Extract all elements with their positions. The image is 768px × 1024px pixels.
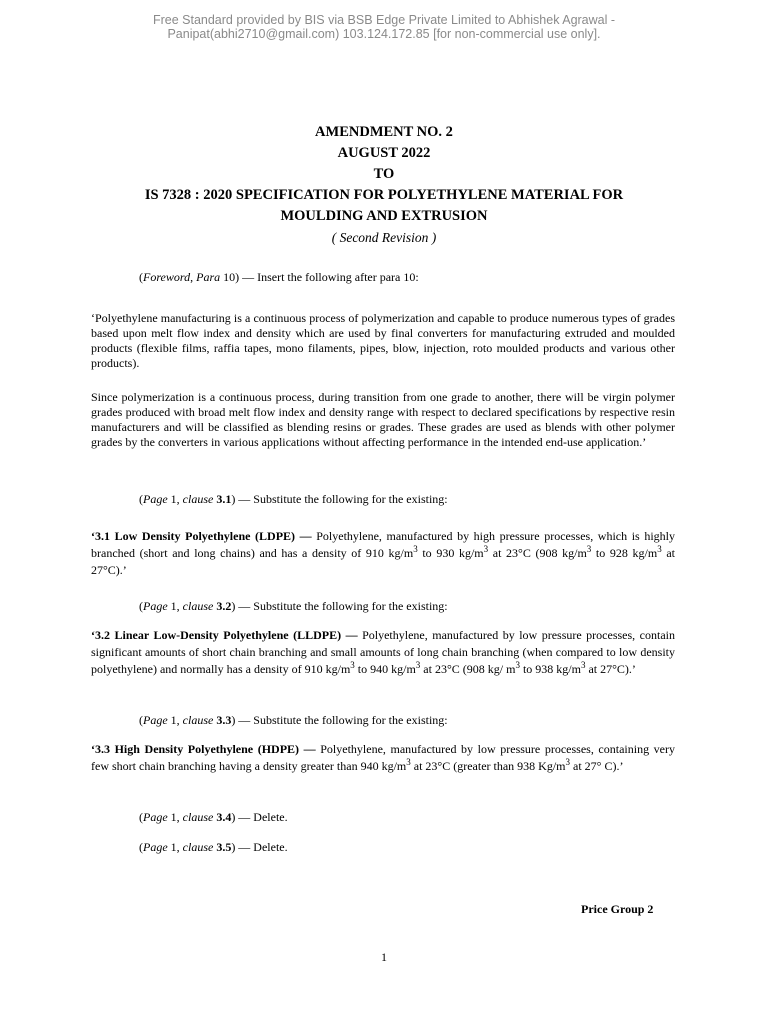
title-line-3: IS 7328 : 2020 SPECIFICATION FOR POLYETHYLENE MATERIAL FOR xyxy=(144,187,624,203)
instruction-clause-3-1: (Page 1, clause 3.1) — Substitute the following for the existing: xyxy=(139,492,448,506)
clause-3-2: ‘3.2 Linear Low-Density Polyethylene (LLDPE) — Polyethylene, manufactured by low pressure processes, contain significant amounts of short chain branching and small amounts of long chain branching (when compared to low density polyethylene) and normally has a density of 910 $kg/m^3$ to 940 $kg/m^3$ at 23°C (908 kg/ $m^3$ to 938 $kg/m^3$ at 27°C).’ xyxy=(91,628,675,676)
instruction-clause-3-2: (Page 1, clause 3.2) — Substitute the following for the existing: xyxy=(139,599,448,613)
instruction-foreword: (Foreword, Para 10) — Insert the following after para 10: xyxy=(139,270,419,284)
title-to: TO xyxy=(373,166,395,182)
amendment-date: AUGUST 2022 xyxy=(337,145,431,161)
instruction-clause-3-3: (Page 1, clause 3.3) — Substitute the following for the existing: xyxy=(139,713,448,727)
price-group: Price Group 2 xyxy=(581,902,654,916)
para-label: Para xyxy=(196,270,221,284)
instruction-clause-3-4: (Page 1, clause 3.4) — Delete. xyxy=(139,810,288,824)
watermark-line-1: Free Standard provided by BIS via BSB Edge Private Limited to Abhishek Agrawal - xyxy=(152,13,616,27)
clause-3-2-heading: ‘3.2 Linear Low-Density Polyethylene (LLDPE) — xyxy=(91,628,358,642)
watermark-line-2: Panipat(abhi2710@gmail.com) 103.124.172.85 [for non-commercial use only]. xyxy=(167,27,601,41)
document-title xyxy=(0,122,768,248)
clause-3-1-heading: ‘3.1 Low Density Polyethylene (LDPE) — xyxy=(91,529,312,543)
paragraph-2: Since polymerization is a continuous process, during transition from one grade to another, there will be virgin polymer grades produced with broad melt flow index and density range with respect to declared specifications by respective resin manufacturers and will be classified as blending resins or grades. These grades are used as blends with other polymer grades by the converters in various applications without affecting performance in the intended end-use application.’ xyxy=(91,390,675,449)
instruction-clause-3-5: (Page 1, clause 3.5) — Delete. xyxy=(139,840,288,854)
amendment-number: AMENDMENT NO. 2 xyxy=(315,124,453,140)
paragraph-1: ‘Polyethylene manufacturing is a continuous process of polymerization and capable to produce numerous types of grades based upon melt flow index and density which are used by final converters for manufacturing extruded and moulded products (flexible films, raffia tapes, mono filaments, pipes, blow, injection, roto moulded products and various other products). xyxy=(91,311,675,370)
page-number: 1 xyxy=(381,950,387,964)
clause-3-3: ‘3.3 High Density Polyethylene (HDPE) — Polyethylene, manufactured by low pressure processes, containing very few short chain branching having a density greater than 940 $kg/m^3$ at 23°C (greater than 938 $Kg/m^3$ at 27° C).’ xyxy=(91,742,675,773)
clause-3-3-heading: ‘3.3 High Density Polyethylene (HDPE) — xyxy=(91,742,316,756)
title-line-1 xyxy=(0,122,768,164)
title-revision: ( Second Revision ) xyxy=(331,230,437,245)
foreword-label: Foreword xyxy=(143,270,191,284)
clause-3-1: ‘3.1 Low Density Polyethylene (LDPE) — Polyethylene, manufactured by high pressure processes, which is highly branched (short and long chains) and has a density of 910 $kg/m^3$ to 930 $kg/m^3$ at 23°C (908 $kg/m^3$ to 928 $kg/m^3$ at 27°C).’ xyxy=(91,529,675,577)
title-line-4: MOULDING AND EXTRUSION xyxy=(280,208,488,224)
watermark xyxy=(0,13,768,41)
